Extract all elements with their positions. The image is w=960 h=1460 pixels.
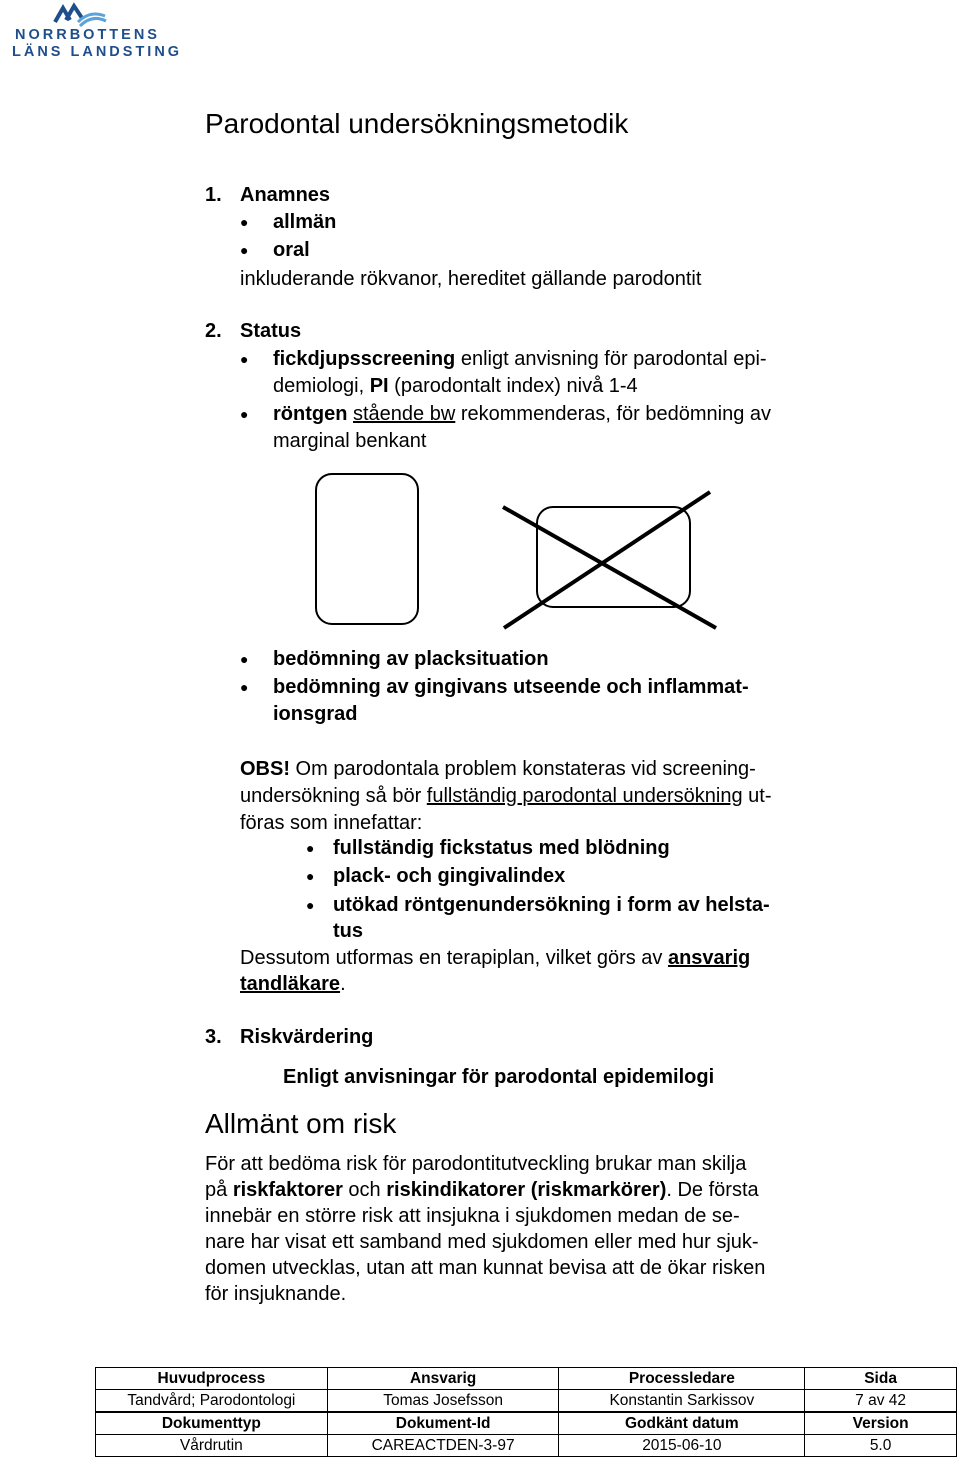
footer-value-dokumenttyp: Vårdrutin [96, 1435, 328, 1457]
obs-l2-underline: fullständig parodontal undersökning [426, 785, 743, 807]
allmant-heading: Allmänt om risk [205, 1108, 397, 1139]
footer-value-version: 5.0 [805, 1435, 957, 1457]
sub-bullet-plackindex: plack- och gingivalindex [333, 865, 566, 887]
footer-table [95, 1367, 957, 1457]
s2-fick-l2a: demiologi, [273, 375, 370, 397]
s2-bullet-gingiva-2: ionsgrad [273, 703, 358, 725]
bullet-icon: ● [306, 897, 315, 913]
footer-value-ansvarig: Tomas Josefsson [327, 1390, 559, 1413]
dessutom-line1 [240, 945, 750, 971]
dessutom-end: . [340, 973, 346, 995]
logo-line-1: NORRBOTTENS [15, 27, 160, 43]
bullet-icon: ● [240, 214, 249, 230]
allmant-p5: domen utvecklas, utan att man kunnat bevisa att de ökar risken [205, 1257, 766, 1279]
section-1-number: 1. [205, 184, 222, 206]
bullet-icon: ● [240, 679, 249, 695]
footer-header-sida: Sida [805, 1368, 957, 1390]
section-3-sub: Enligt anvisningar för parodontal epidemilogi [283, 1066, 715, 1088]
section-3-heading: Riskvärdering [240, 1026, 374, 1048]
footer-value-huvudprocess: Tandvård; Parodontologi [96, 1390, 328, 1413]
s2-fick-l2b: (parodontalt index) nivå 1-4 [388, 375, 638, 397]
page-title: Parodontal undersökningsmetodik [205, 108, 629, 139]
obs-l2a: undersökning så bör [240, 785, 427, 807]
footer-header-dokumenttyp: Dokumenttyp [96, 1412, 328, 1435]
dessutom-line2 [240, 971, 346, 997]
bullet-icon: ● [240, 406, 249, 422]
bullet-icon: ● [240, 242, 249, 258]
s2-bullet-gingiva-1: bedömning av gingivans utseende och inflammat- [273, 676, 749, 698]
section-2-number: 2. [205, 320, 222, 342]
dessutom-tandlakare: tandläkare [240, 973, 341, 995]
allmant-riskfaktorer: riskfaktorer [232, 1179, 343, 1201]
footer-value-dokument-id: CAREACTDEN-3-97 [327, 1435, 559, 1457]
section-3-number: 3. [205, 1026, 222, 1048]
footer-header-ansvarig: Ansvarig [327, 1368, 559, 1390]
obs-line3: föras som innefattar: [240, 812, 423, 834]
s2-rtg-bold: röntgen [273, 403, 348, 425]
allmant-p2 [205, 1177, 759, 1203]
allmant-p4: nare har visat ett samband med sjukdomen eller med hur sjuk- [205, 1231, 759, 1253]
s2-rtg-line2: marginal benkant [273, 430, 427, 452]
s2-fick-rest: enligt anvisning för parodontal epi- [455, 348, 767, 370]
s2-rtg-underline: stående bw [353, 403, 456, 425]
s2-fick-pi: PI [369, 375, 389, 397]
obs-line2 [240, 783, 771, 809]
footer-value-processledare: Konstantin Sarkissov [559, 1390, 805, 1413]
allmant-p2a: på [205, 1179, 233, 1201]
footer-header-dokument-id: Dokument-Id [327, 1412, 559, 1435]
bullet-icon: ● [240, 351, 249, 367]
footer-header-version: Version [805, 1412, 957, 1435]
footer-header-processledare: Processledare [559, 1368, 805, 1390]
obs-rest: Om parodontala problem konstateras vid screening- [290, 758, 756, 780]
s2-rtg-rest: rekommenderas, för bedömning av [455, 403, 772, 425]
sub-bullet-fickstatus: fullständig fickstatus med blödning [333, 837, 670, 859]
footer-value-godkant-datum: 2015-06-10 [559, 1435, 805, 1457]
bullet-icon: ● [240, 651, 249, 667]
footer-value-sida: 7 av 42 [805, 1390, 957, 1413]
s1-bullet-allman: allmän [273, 211, 337, 233]
footer-header-godkant-datum: Godkänt datum [559, 1412, 805, 1435]
allmant-riskindikatorer: riskindikatorer (riskmarkörer) [386, 1179, 667, 1201]
vertical-bitewing-shape [316, 474, 418, 624]
obs-line1 [240, 756, 756, 782]
allmant-p6: för insjuknande. [205, 1283, 347, 1305]
s2-fick-bold: fickdjupsscreening [273, 348, 456, 370]
allmant-p1: För att bedöma risk för parodontitutveckling brukar man skilja [205, 1153, 747, 1175]
dessutom-text: Dessutom utformas en terapiplan, vilket görs av [240, 947, 668, 969]
bullet-icon: ● [306, 868, 315, 884]
obs-l2b: ut- [742, 785, 772, 807]
allmant-p3: innebär en större risk att insjukna i sjukdomen medan de se- [205, 1205, 740, 1227]
allmant-p2c: och [342, 1179, 387, 1201]
section-1-heading: Anamnes [240, 184, 331, 206]
s2-bullet-plack: bedömning av placksituation [273, 648, 549, 670]
section-2-heading: Status [240, 320, 302, 342]
obs-label: OBS! [240, 758, 290, 780]
s1-bullet-oral: oral [273, 239, 310, 261]
s1-note: inkluderande rökvanor, hereditet gällande parodontit [240, 268, 702, 290]
sub-bullet-rontgen-2: tus [333, 920, 363, 942]
footer-header-huvudprocess: Huvudprocess [96, 1368, 328, 1390]
logo-line-2: LÄNS LANDSTING [12, 44, 183, 60]
dessutom-ansvarig: ansvarig [667, 947, 751, 969]
allmant-p2e: . De första [666, 1179, 759, 1201]
sub-bullet-rontgen-1: utökad röntgenundersökning i form av helsta- [333, 894, 770, 916]
bullet-icon: ● [306, 840, 315, 856]
